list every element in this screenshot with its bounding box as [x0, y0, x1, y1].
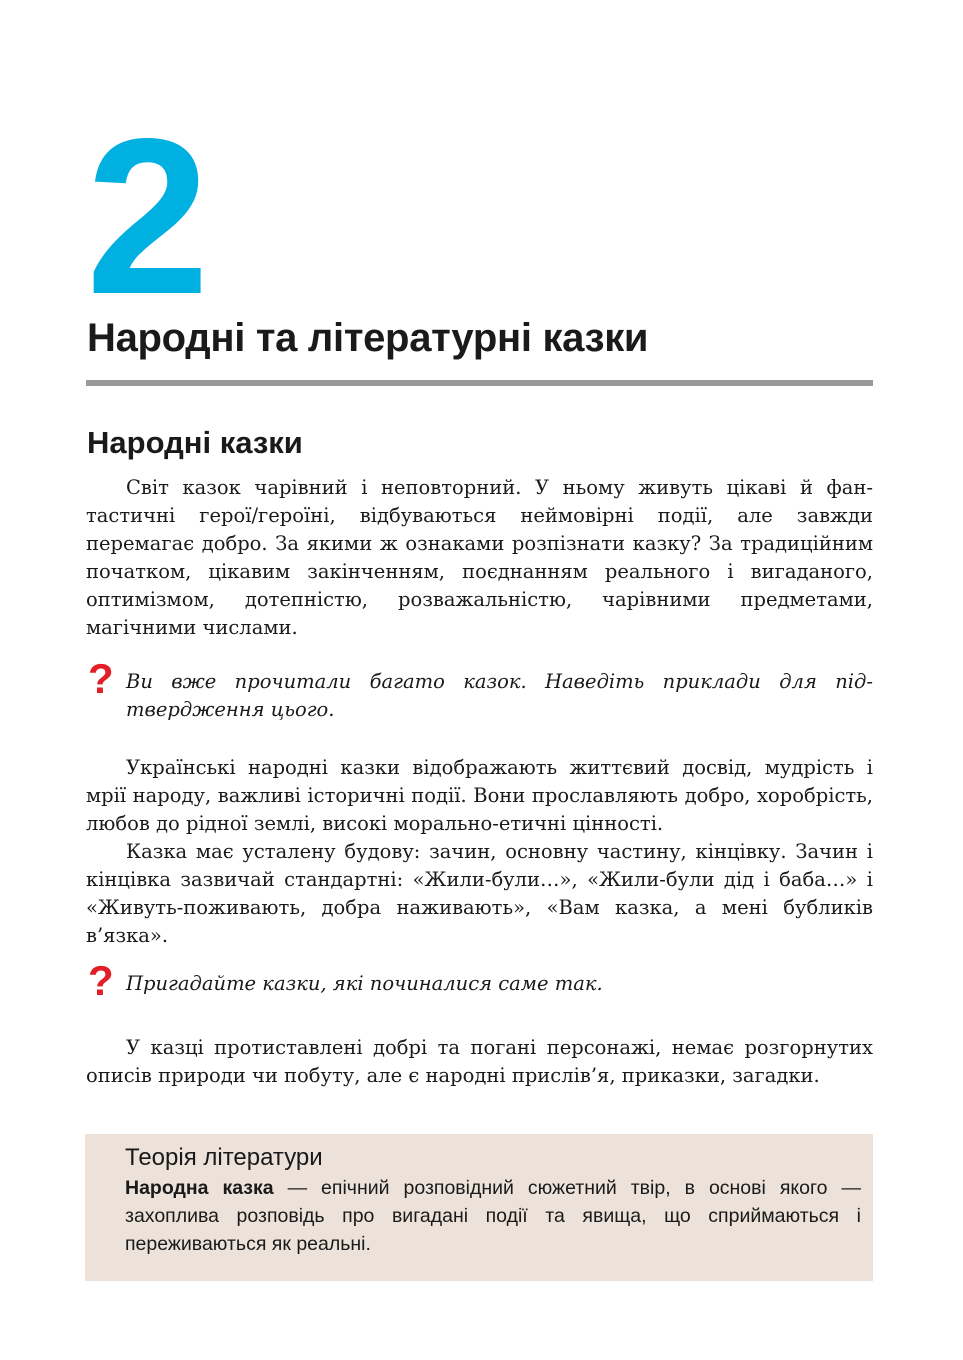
chapter-title: Народні та літературні казки: [87, 316, 649, 360]
paragraph-ukrainian-tales: Українські народні казки відображають життєвий досвід, мудрість і мрії народу, важливі історичні події. Вони прославляють добро, хоробрість, любов до рідної землі, високі морально-етичні цінності.: [86, 756, 873, 835]
chapter-number: 2: [86, 93, 206, 341]
theory-term: Народна казка: [125, 1177, 274, 1199]
section-title: Народні казки: [87, 425, 303, 460]
question-block: [86, 655, 873, 724]
question-text: Ви вже прочитали багато казок. Наведіть приклади для підтвердження цього.: [126, 670, 873, 721]
question-mark-icon: ?: [88, 957, 114, 1004]
question-block: [86, 957, 873, 1004]
theory-heading: Теорія літератури: [125, 1144, 323, 1171]
paragraph-structure: Казка має усталену будову: зачин, основну частину, кінцівку. Зачин і кінцівка зазвичай стандартні: «Жили-були…», «Жили-були дід і баба…» і «Живуть-поживають, добра наживають», «Вам казка, а мені бубликів в’язка».: [86, 840, 873, 947]
theory-definition: [125, 1174, 861, 1258]
question-text: Пригадайте казки, які починалися саме так.: [126, 972, 603, 995]
paragraph-characters: У казці протиставлені добрі та погані персонажі, немає розгорнутих описів природи чи побуту, але є народні прислів’я, приказки, загадки.: [86, 1036, 873, 1087]
paragraph-intro: Світ казок чарівний і неповторний. У ньому живуть цікаві й фантастичні герої/героїні, відбуваються неймовірні події, але завжди перемагає добро. За якими ж ознаками розпізнати казку? За традиційним початком, цікавим закінченням, поєднанням реального і вигаданого, оптимізмом, дотепністю, розважальністю, чарівними предметами, магічними числами.: [86, 476, 873, 639]
theory-box: [85, 1134, 873, 1281]
question-mark-icon: ?: [88, 655, 114, 702]
theory-definition-text: — епічний розповідний сюжетний твір, в основі якого — захоплива розповідь про вигадані події та явища, що сприймаються і переживаються як реальні.: [125, 1177, 861, 1255]
title-divider: [86, 380, 873, 386]
